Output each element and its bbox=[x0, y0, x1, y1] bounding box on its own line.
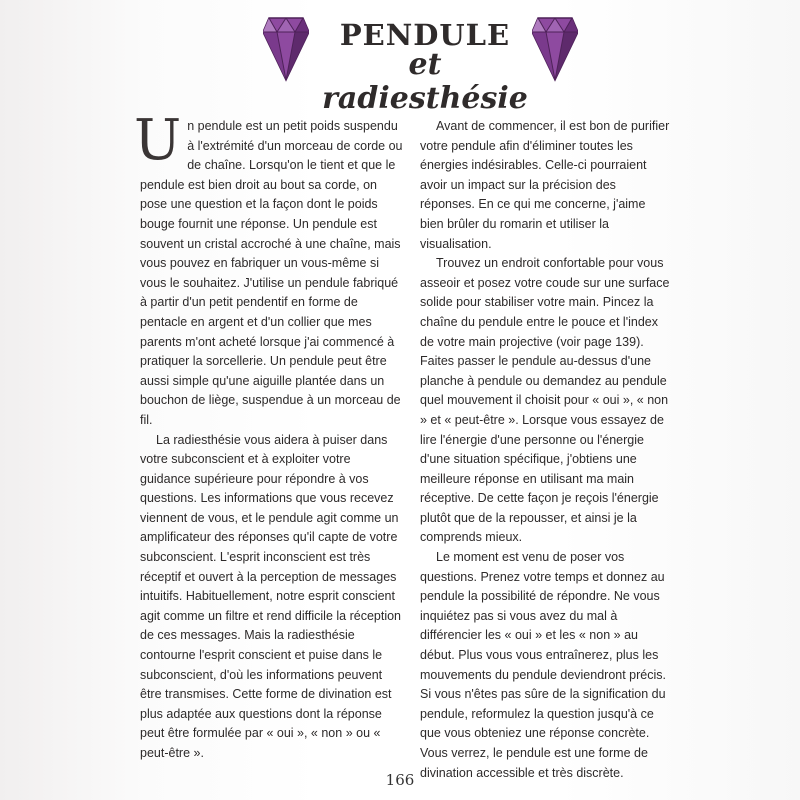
gem-icon-right bbox=[532, 16, 578, 82]
left-paragraph-1 bbox=[134, 108, 403, 431]
page-number: 166 bbox=[385, 771, 415, 789]
gem-icon-left bbox=[263, 16, 309, 82]
right-paragraph-3: Le moment est venu de poser vos questions. Prenez votre temps et donnez au pendule la possibilité de répondre. Ne vous inquiétez pas si vous avez du mal à différencier les « oui » et les « non » au début. Plus vous vous entraînerez, plus les mouvements du pendule deviendront précis. Si vous n'êtes pas sûre de la signification du pendule, reformulez la question jusqu'à ce que vous obteniez une réponse concrète. Vous verrez, le pendule est une forme de divination accessible et très discrète. bbox=[420, 550, 666, 780]
left-paragraph-2: La radiesthésie vous aidera à puiser dans votre subconscient et à exploiter votre guidance supérieure pour répondre à vos questions. Les informations que vous recevez viennent de vous, et le pendule agit comme un amplificateur des réponses qu'il capte de votre subconscient. L'esprit inconscient est très réceptif et ouvert à la perception de messages intuitifs. Habituellement, notre esprit conscient agit comme un filtre et rend difficile la réception de ces messages. Mais la radiesthésie contourne l'esprit conscient et puise dans le subconscient, d'où les informations peuvent être transmises. Cette forme de divination est plus adaptée aux questions dont la réponse peut être formulée par « oui », « non » ou « peut-être ». bbox=[140, 432, 402, 760]
right-paragraph-2: Trouvez un endroit confortable pour vous asseoir et posez votre coude sur une surface solide pour stabiliser votre main. Pincez la chaîne du pendule entre le pouce et l'index de votre main projective (voir page 139). Faites passer le pendule au-dessus d'une planche à pendule ou demandez au pendule quel mouvement il choisit pour « oui », « non » et « peut-être ». Lorsque vous essayez de lire l'énergie d'une personne ou l'énergie d'une situation spécifique, j'obtiens une meilleure réponse en utilisant ma main réceptive. De cette façon je reçois l'énergie plutôt que de la repousser, et ainsi je la comprends mieux. bbox=[420, 256, 670, 545]
right-column bbox=[420, 117, 672, 783]
drop-cap: U bbox=[134, 108, 182, 173]
page-title bbox=[310, 18, 540, 116]
left-column bbox=[134, 108, 403, 764]
right-paragraph-1: Avant de commencer, il est bon de purifier votre pendule afin d'éliminer toutes les énergies indésirables. Celle-ci pourraient avoir un impact sur la précision des réponses. En ce qui me concerne, j'aime bien brûler du romarin et utiliser la visualisation. bbox=[420, 119, 670, 251]
title-line-1: PENDULE bbox=[339, 18, 511, 52]
left-paragraph-1-text: n pendule est un petit poids suspendu à l'extrémité d'un morceau de corde ou de chaîne. Lorsqu'on le tient et que le pendule est bien droit au bout sa corde, on pose une question et la façon dont le poids bouge fournit une réponse. Un pendule est souvent un cristal accroché à une chaîne, mais vous pouvez en fabriquer un vous-même si vous le souhaitez. J'utilise un pendule fabriqué à partir d'un petit pendentif en forme de pentacle en argent et d'un collier que mes parents m'ont acheté lorsque j'ai commencé à pratiquer la sorcellerie. Un pendule peut être aussi simple qu'une aiguille plantée dans un bouchon de liège, suspendue à un morceau de fil. bbox=[140, 119, 403, 427]
title-line-2: et radiesthésie bbox=[322, 47, 528, 116]
